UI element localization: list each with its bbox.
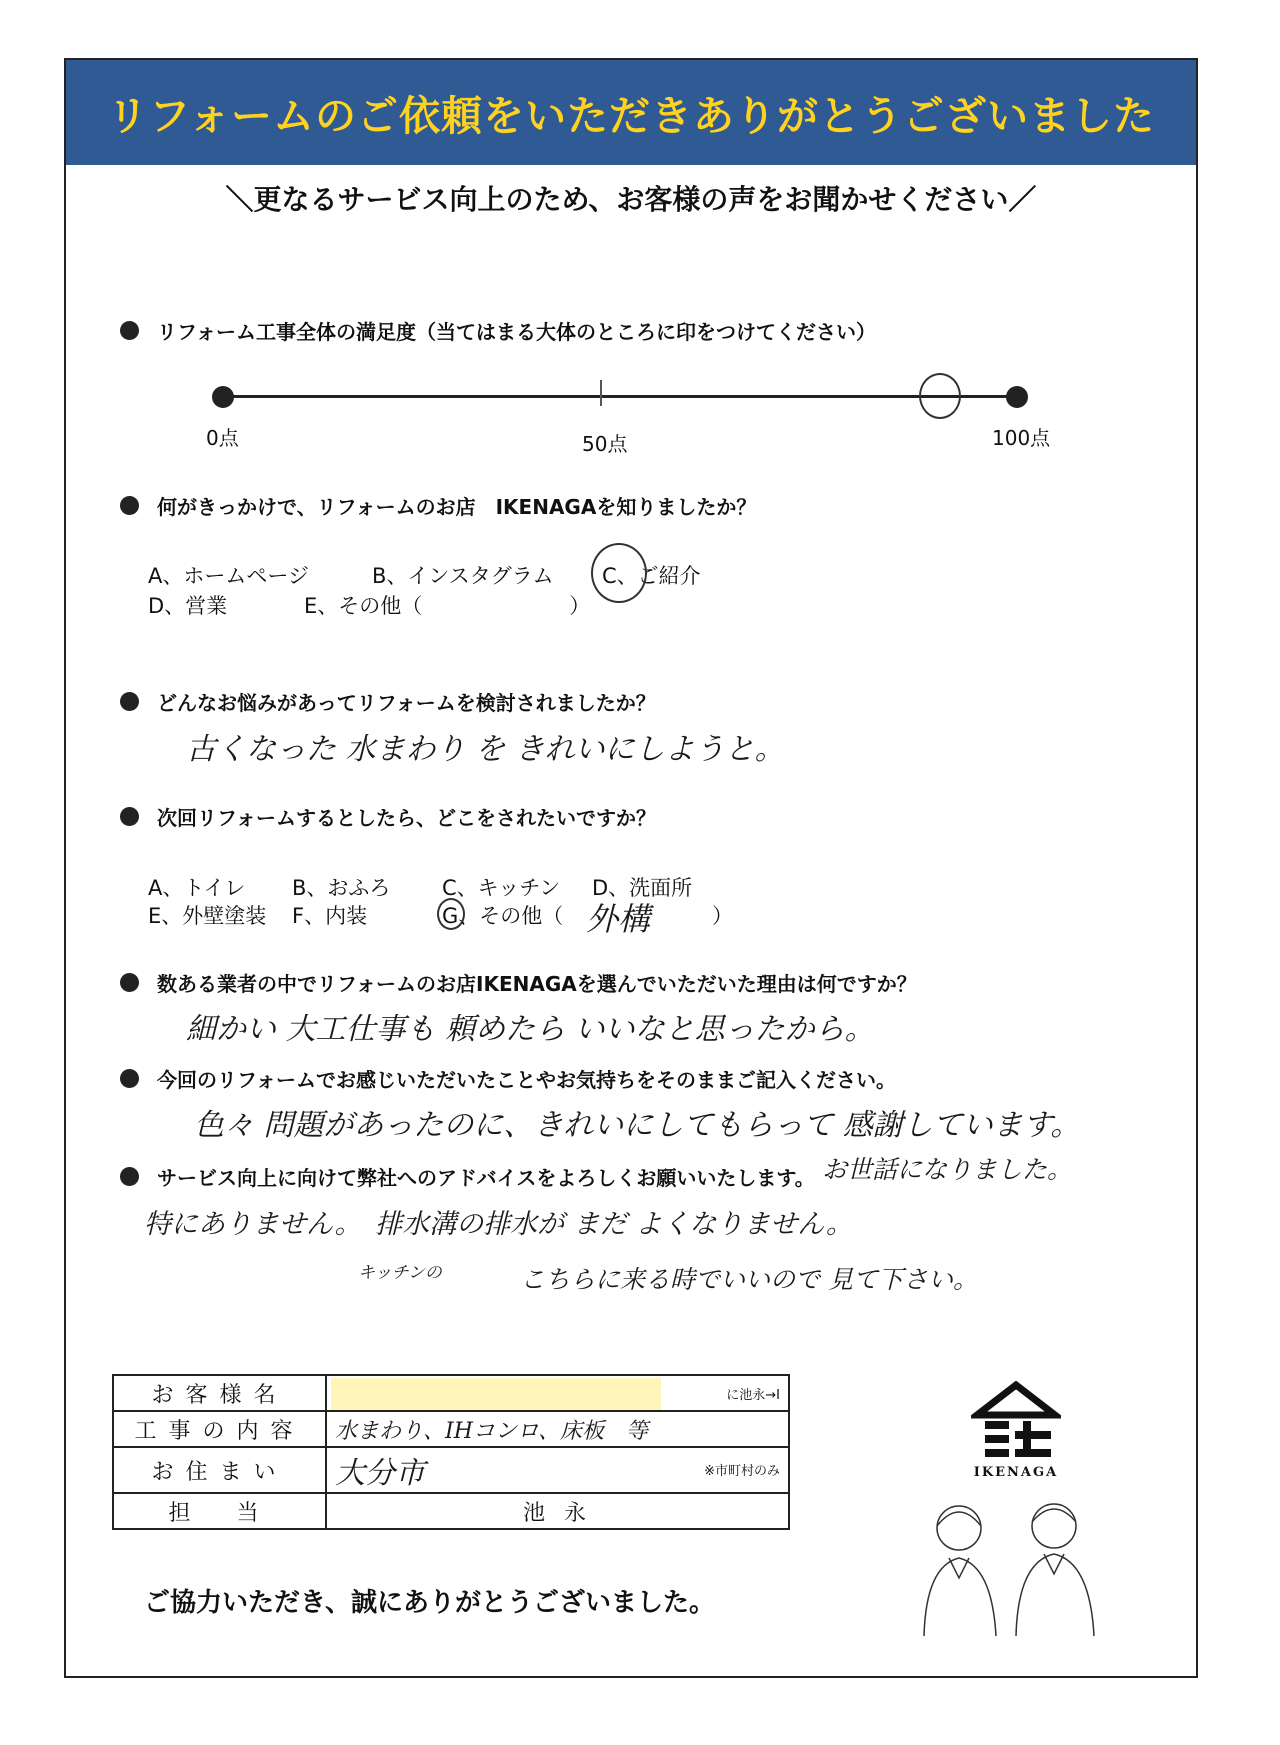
reason-answer: 細かい 大工仕事も 頼めたら いいなと思ったから。 — [186, 1012, 875, 1047]
concern-answer: 古くなった 水まわり を きれいにしようと。 — [186, 732, 785, 767]
scale-mid-tick — [600, 380, 602, 406]
option-kitchen: C、キッチン — [442, 876, 561, 900]
row-value — [326, 1375, 789, 1411]
option-bath: B、おふろ — [292, 876, 391, 900]
option-exterior-paint: E、外壁塗装 — [148, 904, 267, 928]
row-label: お客様名 — [113, 1375, 326, 1411]
satisfaction-scale — [222, 395, 1017, 398]
bullet-icon — [120, 807, 139, 826]
closing-message: ご協力いただき、誠にありがとうございました。 — [144, 1588, 715, 1618]
other-close-paren: ） — [712, 904, 733, 928]
bullet-icon — [120, 1069, 139, 1088]
option-other: E、その他（ ） — [304, 594, 591, 618]
row-label: お住まい — [113, 1447, 326, 1493]
option-sales: D、営業 — [148, 594, 228, 618]
other-circle-mark — [437, 898, 465, 930]
bullet-icon — [120, 973, 139, 992]
option-washroom: D、洗面所 — [592, 876, 693, 900]
advice-answer-note: キッチンの — [358, 1263, 442, 1283]
house-logo-icon — [971, 1381, 1061, 1461]
option-instagram: B、インスタグラム — [372, 564, 554, 588]
bullet-icon — [120, 1167, 139, 1186]
question-advice — [120, 1162, 815, 1191]
row-note: ※市町村のみ — [704, 1464, 780, 1479]
bullet-icon — [120, 321, 139, 340]
other-answer: 外構 — [586, 900, 651, 938]
table-row — [113, 1447, 789, 1493]
question-reason — [120, 968, 917, 997]
advice-answer-line2: こちらに来る時でいいので 見て下さい。 — [520, 1265, 978, 1294]
advice-answer-line1: 特にありません。 排水溝の排水が まだ よくなりません。 — [144, 1209, 853, 1240]
bullet-icon — [120, 496, 139, 515]
row-label: 工事の内容 — [113, 1411, 326, 1447]
survey-sheet — [64, 58, 1198, 1678]
score-circle-mark — [919, 373, 961, 419]
feelings-answer: 色々 問題があったのに、きれいにしてもらって 感謝しています。 — [194, 1108, 1081, 1143]
question-text: 数ある業者の中でリフォームのお店IKENAGAを選んでいただいた理由は何ですか？ — [157, 972, 917, 996]
table-row — [113, 1411, 789, 1447]
question-feelings — [120, 1064, 896, 1093]
question-concern — [120, 687, 656, 716]
referral-circle-mark — [591, 543, 647, 603]
option-homepage: A、ホームページ — [148, 564, 309, 588]
question-source — [120, 491, 756, 520]
bullet-icon — [120, 692, 139, 711]
scale-start-dot — [212, 386, 234, 408]
title-banner — [66, 60, 1196, 165]
question-text: サービス向上に向けて弊社へのアドバイスをよろしくお願いいたします。 — [157, 1166, 815, 1190]
row-label: 担 当 — [113, 1493, 326, 1529]
staff-illustration-icon — [904, 1496, 1114, 1646]
option-toilet: A、トイレ — [148, 876, 246, 900]
customer-info-table — [112, 1374, 790, 1530]
logo-name: IKENAGA — [973, 1465, 1059, 1480]
address-value: 大分市 — [335, 1456, 425, 1491]
scale-label-min: 0点 — [206, 426, 239, 450]
scale-label-mid: 50点 — [582, 432, 628, 456]
row-value — [326, 1447, 789, 1493]
question-text: 何がきっかけで、リフォームのお店 IKENAGAを知りましたか？ — [157, 495, 757, 519]
table-row — [113, 1375, 789, 1411]
advice-answer-right: お世話になりました。 — [822, 1155, 1073, 1184]
question-text: どんなお悩みがあってリフォームを検討されましたか？ — [157, 691, 656, 715]
question-satisfaction — [120, 316, 876, 345]
scale-end-dot — [1006, 386, 1028, 408]
option-interior: F、内装 — [292, 904, 368, 928]
question-text: 次回リフォームするとしたら、どこをされたいですか？ — [157, 806, 656, 830]
option-referral: C、ご紹介 — [602, 564, 701, 588]
row-note: に池永→Ⅰ — [726, 1388, 780, 1403]
company-logo — [966, 1381, 1066, 1480]
question-next-reform — [120, 802, 656, 831]
subheading: ＼更なるサービス向上のため、お客様の声をお聞かせください／ — [225, 183, 1037, 216]
option-other: G、その他（ — [442, 904, 564, 928]
row-value: 池 永 — [326, 1493, 789, 1529]
table-row — [113, 1493, 789, 1529]
redaction-mask — [331, 1378, 661, 1410]
banner-title: リフォームのご依頼をいただきありがとうございました — [107, 92, 1155, 140]
question-text: リフォーム工事全体の満足度（当てはまる大体のところに印をつけてください） — [157, 320, 876, 344]
row-value: 水まわり、IHコンロ、床板 等 — [326, 1411, 789, 1447]
question-text: 今回のリフォームでお感じいただいたことやお気持ちをそのままご記入ください。 — [157, 1068, 896, 1092]
scale-label-max: 100点 — [992, 426, 1051, 450]
